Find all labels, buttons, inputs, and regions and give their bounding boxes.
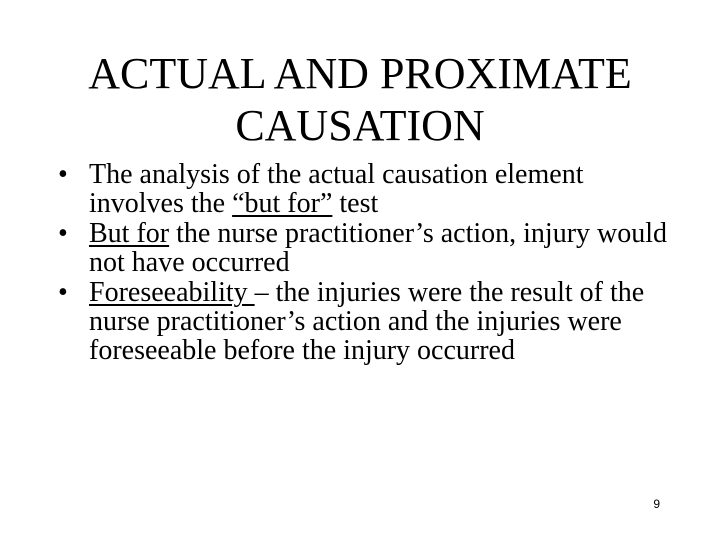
bullet-text: The analysis of the actual causation element involves the xyxy=(89,159,584,219)
underlined-term: But for xyxy=(89,218,170,249)
bullet-icon: • xyxy=(58,218,68,249)
bullet-text: the nurse practitioner’s action, injury would not have occurred xyxy=(89,218,668,278)
slide-title xyxy=(0,48,720,152)
underlined-term: Foreseeability xyxy=(89,277,255,308)
bullet-item-but-for-test xyxy=(58,160,678,218)
bullet-item-foreseeability xyxy=(58,278,678,365)
bullet-text: – the injuries were the result of the nurse practitioner’s action and the injuries were foreseeable before the injury occurred xyxy=(89,277,645,366)
underlined-term: “but for” xyxy=(232,188,333,219)
bullet-icon: • xyxy=(58,277,68,308)
slide-title-line-1: ACTUAL AND PROXIMATE xyxy=(88,49,632,98)
bullet-text: test xyxy=(332,188,379,219)
bullet-item-but-for xyxy=(58,219,678,277)
bullet-list xyxy=(58,160,678,366)
slide-title-line-2: CAUSATION xyxy=(235,101,485,150)
page-number: 9 xyxy=(653,497,660,511)
bullet-icon: • xyxy=(58,159,68,190)
